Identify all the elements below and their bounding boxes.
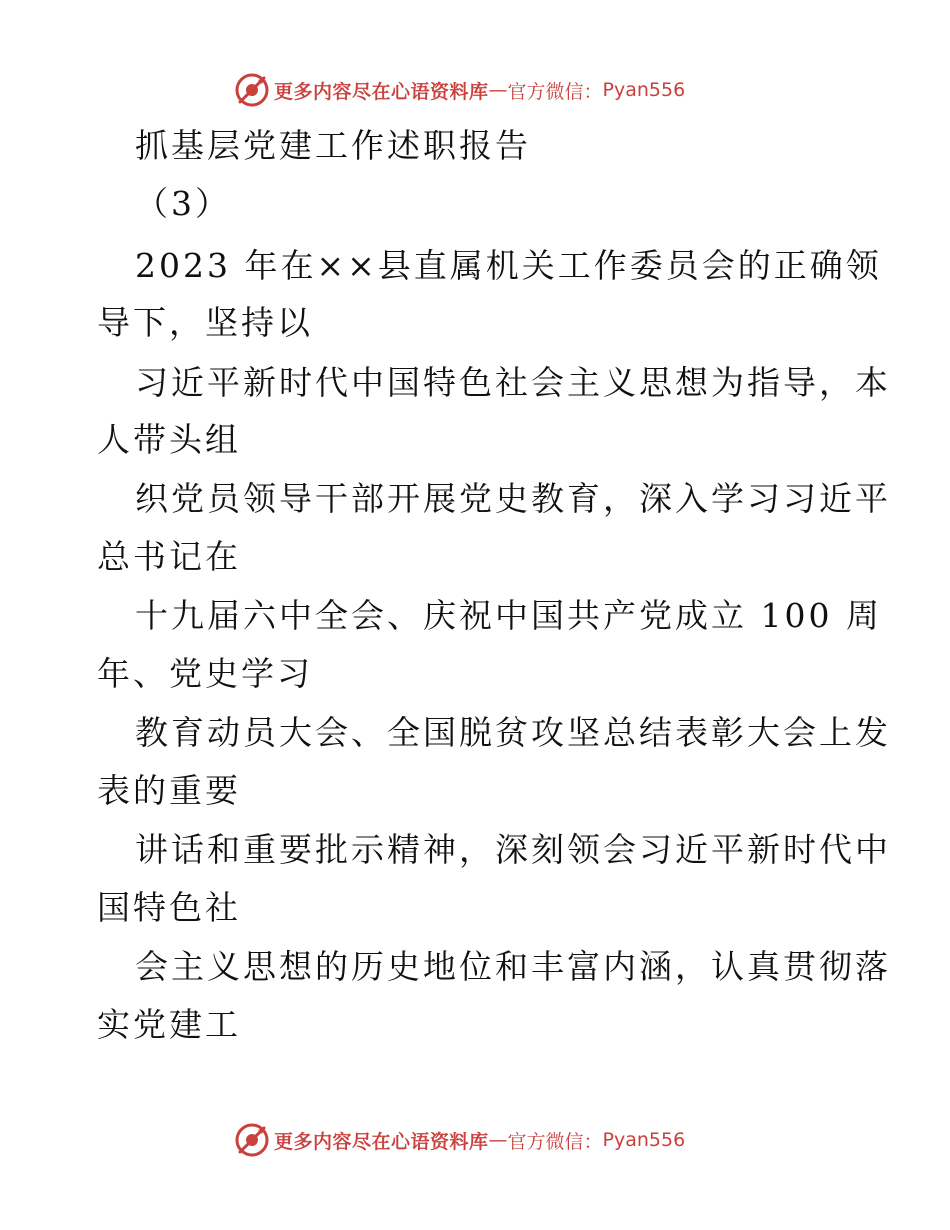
body-line: 年、党史学习: [97, 654, 313, 693]
document-number: （3）: [135, 184, 231, 223]
body-line: 导下，坚持以: [97, 303, 313, 342]
watermark-site-text: 更多内容尽在心语资料库: [274, 80, 489, 103]
body-line: 习近平新时代中国特色社会主义思想为指导，本: [135, 363, 891, 402]
body-line: 总书记在: [97, 537, 241, 576]
watermark-wechat-id: Pyan556: [602, 79, 686, 101]
watermark-separator: —: [488, 79, 508, 101]
body-line: 人带头组: [97, 420, 241, 459]
watermark-header: [234, 70, 685, 110]
body-line: 教育动员大会、全国脱贫攻坚总结表彰大会上发: [135, 713, 891, 752]
watermark-wechat-label: 官方微信：: [507, 1130, 603, 1153]
body-line: 讲话和重要批示精神，深刻领会习近平新时代中: [135, 830, 891, 869]
body-line: 2023 年在××县直属机关工作委员会的正确领: [135, 246, 882, 285]
pen-logo-icon: [234, 72, 270, 108]
watermark-footer: [234, 1120, 685, 1160]
watermark-separator: —: [488, 1129, 508, 1151]
body-line: 十九届六中全会、庆祝中国共产党成立 100 周: [135, 596, 882, 635]
document-title: 抓基层党建工作述职报告: [135, 126, 531, 165]
body-line: 表的重要: [97, 771, 241, 810]
pen-logo-icon: [234, 1122, 270, 1158]
watermark-wechat-label: 官方微信：: [507, 80, 603, 103]
body-line: 织党员领导干部开展党史教育，深入学习习近平: [135, 479, 891, 518]
body-line: 实党建工: [97, 1005, 241, 1044]
watermark-wechat-id: Pyan556: [602, 1129, 686, 1151]
body-line: 国特色社: [97, 888, 241, 927]
body-line: 会主义思想的历史地位和丰富内涵，认真贯彻落: [135, 947, 891, 986]
watermark-site-text: 更多内容尽在心语资料库: [274, 1130, 489, 1153]
